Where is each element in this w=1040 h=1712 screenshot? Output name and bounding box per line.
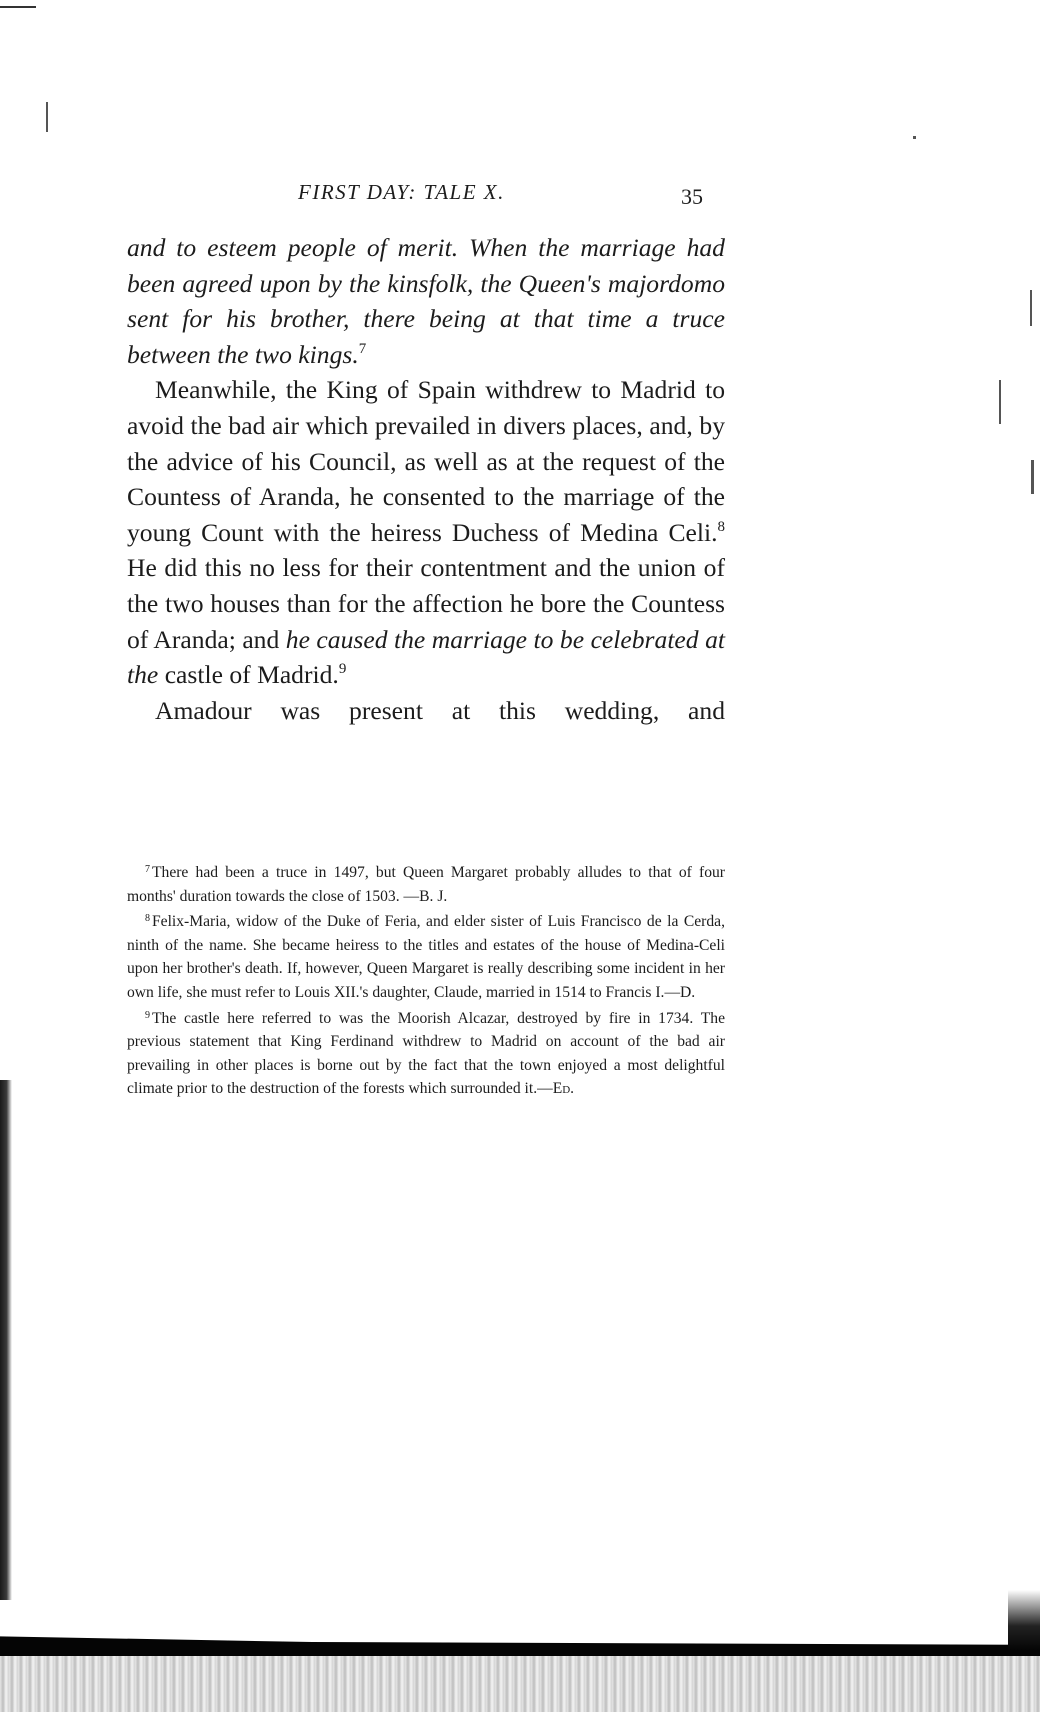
note-ref-9: 9 [338,661,347,678]
footnote-9-text: The castle here referred to was the Moorish Alcazar, destroyed by fire in 1734. The previous statement that King Ferdinand withdrew to Madrid on account of the bad air prevailing in other places is borne out by the fact that the town enjoyed a most delightful climate prior to the destruction of the forests which surrounded it.— [127,1009,725,1098]
paragraph-2-text-a: Meanwhile, the King of Spain withdrew to Madrid to avoid the bad air which prevailed in divers places, and, by the advice of his Council, as well as at the request of the Countess of Aranda, he consented to the marriage of the young Count with the heiress Duchess of Medina Celi. [127,375,725,547]
page-number: 35 [681,184,703,209]
paragraph-1 [127,230,725,372]
note-ref-8: 8 [717,518,725,535]
paragraph-3: Amadour was present at this wedding, and [155,695,725,725]
footnote-7-mark: 7 [145,864,150,875]
scan-edge-mark [0,6,36,8]
footnote-9-signature: Ed. [552,1080,575,1098]
scan-speck [1030,290,1032,326]
scan-speck [999,380,1001,424]
scan-bottom-noise [0,1656,1040,1712]
paragraph-2-text-b: He did this no less for their contentment and the union of the two houses than for the affection he bore the Countess of Aranda; and [127,553,725,654]
scan-speck [46,102,48,132]
paragraph-2 [127,372,725,692]
footnote-8-mark: 8 [145,913,150,925]
scan-speck [1031,460,1034,494]
scan-left-shadow [0,1080,12,1600]
paragraph-1-italic-start: and to esteem people of merit. [127,233,459,262]
paragraph-2-text-d: castle of Madrid. [164,660,339,690]
body-text [127,230,725,728]
scan-bottom-shadow [0,1628,1040,1656]
scan-speck [913,136,916,139]
footnote-8 [127,910,725,1004]
footnote-7 [127,861,725,908]
running-head: FIRST DAY: TALE X. [298,180,505,204]
footnote-8-text: Felix-Maria, widow of the Duke of Feria, and elder sister of Luis Francisco de la Cerda, ninth of the name. She became heiress to the titles and estates of the house of Medina-Celi upon her brother's death. If, however, Queen Margaret is really describing some incident in her own life, she must refer to Louis XII.'s daughter, Claude, married in 1514 to Francis I.—D. [127,913,725,1001]
footnote-9-mark: 9 [145,1009,150,1021]
footnote-9 [127,1007,725,1101]
paragraph-1-text: When the marriage had been agreed upon by the kinsfolk, the Queen's majordomo sent for his brother, there being at that time a truce between the two kings. [127,233,725,369]
paragraph-2-italic: he caused the marriage to be celebrated at the [127,624,725,690]
note-ref-7: 7 [358,340,367,357]
scan-right-shadow [1008,1590,1040,1650]
footnotes [127,861,725,1101]
footnote-7-text: There had been a truce in 1497, but Queen Margaret probably alludes to that of four months' duration towards the close of 1503. —B. J. [127,864,725,905]
